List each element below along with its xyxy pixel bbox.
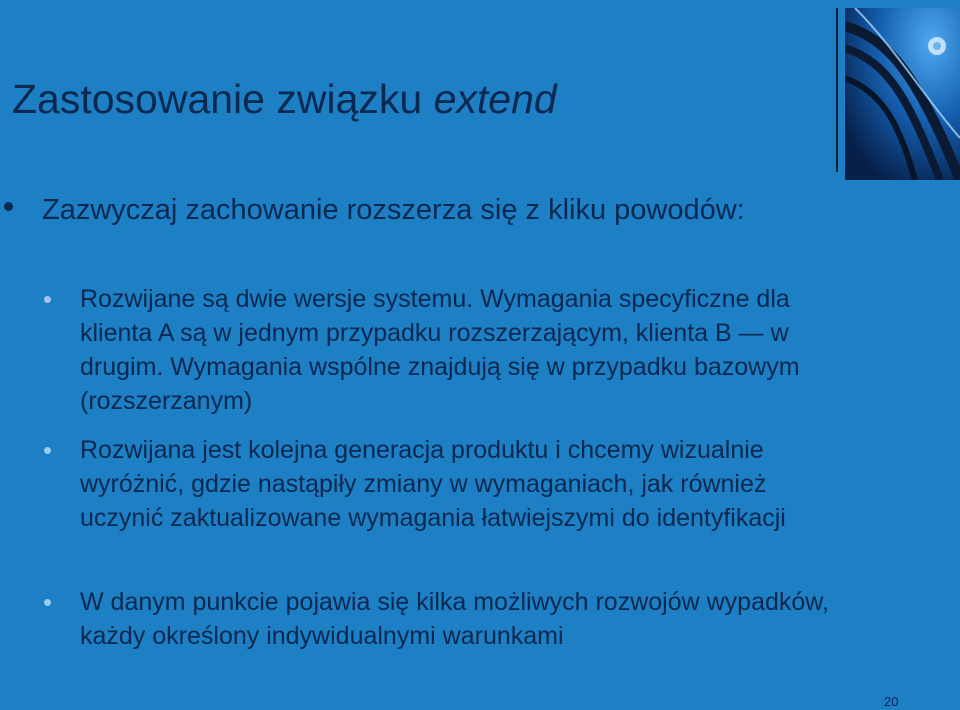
- bullet-marker: [4, 202, 13, 211]
- vertical-divider: [836, 8, 838, 172]
- slide-title: [12, 76, 557, 123]
- sub-bullet-marker: [44, 296, 51, 303]
- sub-bullet-1: Rozwijane są dwie wersje systemu. Wymagania specyficzne dla klienta A są w jednym przypadku rozszerzającym, klienta B — w drugim. Wymagania wspólne znajdują się w przypadku bazowym (rozszerzanym): [80, 285, 800, 415]
- slide-title-text: Zastosowanie związku: [12, 76, 434, 122]
- slide-title-emphasis: extend: [433, 76, 557, 122]
- decorative-fiber-image: [845, 8, 960, 180]
- main-bullet-text: Zazwyczaj zachowanie rozszerza się z kliku powodów:: [42, 194, 745, 226]
- sub-bullet-2: Rozwijana jest kolejna generacja produktu i chcemy wizualnie wyróżnić, gdzie nastąpiły zmiany w wymaganiach, jak również uczynić zaktualizowane wymagania łatwiejszymi do identyfikacji: [80, 436, 786, 532]
- page-number: 20: [884, 694, 899, 709]
- sub-bullet-3: W danym punkcie pojawia się kilka możliwych rozwojów wypadków, każdy określony indywidualnymi warunkami: [80, 588, 829, 650]
- sub-bullet-marker: [44, 447, 51, 454]
- sub-bullet-marker: [44, 599, 51, 606]
